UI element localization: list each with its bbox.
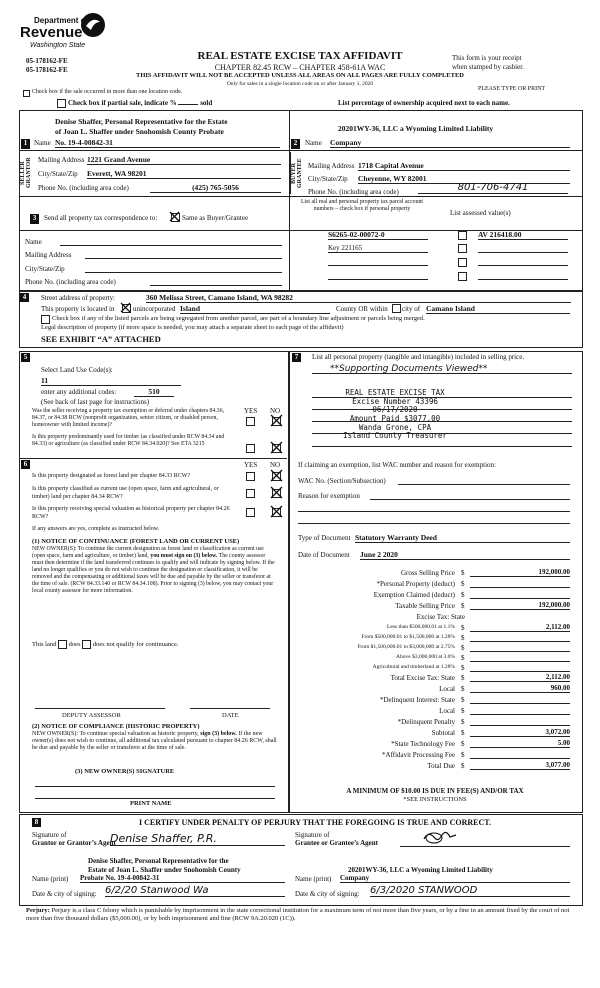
partial-percent-field[interactable] [178, 104, 198, 105]
notice2-title: (2) NOTICE OF COMPLIANCE (HISTORIC PROPERTY) [32, 723, 200, 730]
section-2-number: 2 [291, 139, 300, 149]
tax-label: *State Technology Fee [391, 740, 455, 748]
county-field[interactable]: Island [180, 304, 330, 314]
located-label: This property is located in [41, 305, 115, 313]
buyer-phone-label: Phone No. (including area code) [308, 188, 399, 196]
deputy-assessor-label: DEPUTY ASSESSOR [62, 712, 121, 719]
buyer-side-label: BUYER GRANTEE [290, 152, 305, 194]
receipt-number: Excise Number 43396 [352, 396, 438, 406]
tax-label: Exemption Claimed (deduct) [373, 591, 455, 599]
tax-value-field[interactable]: 192,000.00 [470, 568, 570, 577]
segregate-label: Check box if any of the listed parcels are being segregated from another parcel, are part of a boundary line adjustment or parcels being merged. [52, 315, 425, 322]
tax-label: Total Due [427, 762, 455, 770]
parcel-3-personal-checkbox[interactable] [458, 258, 467, 267]
corr-city-label: City/State/Zip [25, 265, 65, 273]
class-q1-yes[interactable] [246, 472, 255, 481]
class-q1: Is this property designated as forest land per chapter 84.33 RCW? [32, 473, 191, 479]
notice1-title: (1) NOTICE OF CONTINUANCE (FOREST LAND OR CURRENT USE) [32, 538, 240, 545]
dollar-sign: $ [461, 707, 465, 715]
multiple-location-checkbox[interactable] [23, 90, 30, 97]
dollar-sign: $ [461, 634, 465, 642]
city-of-label: city of [402, 305, 421, 313]
grantor-name-print-label: Name (print) [32, 875, 69, 883]
exemption-reason-field[interactable] [370, 499, 570, 500]
seller-name-label: Name [34, 139, 51, 147]
wac-field[interactable] [398, 484, 570, 485]
same-as-buyer-label: Same as Buyer/Grantee [182, 214, 249, 222]
land-use-q1: Was the seller receiving a property tax exemption or deferral under chapters 84.36, 84.37, or 84.38 RCW (nonprofit organization, senior citizen, or disabled person, homeowner with limited income)? [32, 408, 225, 429]
section-8-number: 8 [32, 818, 41, 827]
seller-city-field[interactable]: Everett, WA 98201 [87, 169, 281, 179]
grantor-date-city[interactable]: 6/2/20 Stanwood Wa [105, 885, 285, 897]
tax-value-field[interactable] [470, 663, 570, 672]
corr-name-field[interactable] [60, 245, 282, 246]
assessed-value-4[interactable] [478, 279, 568, 280]
land-use-q2-yes[interactable] [246, 444, 255, 453]
partial-sale-checkbox[interactable] [57, 99, 66, 108]
partial-sale-label-a: Check box if partial sale, indicate % [68, 99, 177, 107]
class-q3-yes[interactable] [246, 508, 255, 517]
parcel-2-personal-checkbox[interactable] [458, 244, 467, 253]
grantee-date-city-label: Date & city of signing: [295, 890, 360, 898]
same-as-buyer-check-icon [169, 211, 180, 222]
partial-sale-label-b: sold [200, 99, 213, 107]
land-use-code[interactable]: 11 [41, 376, 181, 386]
tax-label: Less than $500,000.01 at 1.1% [387, 624, 455, 630]
dollar-sign: $ [461, 740, 465, 748]
grantee-sig-label-a: Signature of [295, 831, 330, 839]
dollar-sign: $ [461, 729, 465, 737]
parcel-2[interactable]: Key 221165 [328, 244, 428, 253]
grantor-print-line3[interactable]: Probate No. 19-4-00842-31 [80, 874, 285, 883]
tax-value-field[interactable] [470, 717, 570, 726]
parcel-3[interactable] [328, 265, 428, 266]
tax-label: Taxable Selling Price [395, 602, 455, 610]
tax-value-field[interactable] [470, 579, 570, 588]
print-note: PLEASE TYPE OR PRINT [478, 86, 546, 92]
class-q2-yes[interactable] [246, 489, 255, 498]
grantee-name-print-label: Name (print) [295, 875, 332, 883]
ref-number-2: 05-178162-FE [26, 66, 68, 74]
seller-city-label: City/State/Zip [38, 170, 78, 178]
tax-label: *Delinquent Interest: State [379, 696, 455, 704]
notice2-b: sign (3) below. [200, 731, 237, 737]
new-owner-sig-line[interactable] [35, 786, 275, 787]
buyer-mailing-field[interactable]: 1718 Capital Avenue [358, 161, 570, 171]
ownership-note: List percentage of ownership acquired next to each name. [338, 99, 510, 107]
dollar-sign: $ [461, 762, 465, 770]
wac-label: WAC No. (Section/Subsection) [298, 477, 386, 485]
agency-line3: Washington State [30, 42, 86, 49]
corr-city-field[interactable] [85, 272, 282, 273]
buyer-city-field[interactable]: Cheyenne, WY 82001 [358, 174, 570, 184]
deputy-date-label: DATE [222, 712, 239, 719]
deputy-date-line[interactable] [190, 708, 270, 709]
assessed-value-3[interactable] [478, 265, 568, 266]
notice1-body [32, 546, 277, 595]
tax-value-field[interactable]: 2,112.00 [470, 673, 570, 682]
city-field[interactable]: Camano Island [426, 304, 570, 314]
form-title: REAL ESTATE EXCISE TAX AFFIDAVIT [197, 50, 403, 62]
receipt-amount: Amount Paid $3077.00 [349, 413, 441, 423]
buyer-name-line2[interactable]: Company [330, 138, 570, 148]
ref-number-1: 05-178162-FE [26, 57, 68, 65]
section-5-number: 5 [21, 353, 30, 362]
land-use-q1-yes[interactable] [246, 417, 255, 426]
land-qualify-b: does [68, 640, 81, 648]
segregate-checkbox[interactable] [41, 315, 50, 324]
tax-value-field[interactable]: 3,072.00 [470, 728, 570, 737]
dollar-sign: $ [461, 674, 465, 682]
parcel-4-personal-checkbox[interactable] [458, 272, 467, 281]
agency-line1: Department of [34, 16, 89, 25]
land-qualify-c: does not qualify for continuance. [92, 640, 179, 648]
land-does-checkbox[interactable] [58, 640, 67, 649]
grantor-date-city-label: Date & city of signing: [32, 890, 97, 898]
additional-codes-label: enter any additional codes: [41, 388, 117, 396]
form-subtitle: CHAPTER 82.45 RCW – CHAPTER 458-61A WAC [214, 63, 386, 72]
legal-label: Legal description of property (if more space is needed, you may attach a separate sheet to each page of the affidavit) [41, 324, 344, 331]
parcel-header: List all real and personal property tax parcel account numbers – check box if personal property [300, 199, 423, 212]
dollar-sign: $ [461, 644, 465, 652]
grantor-sig-label-a: Signature of [32, 831, 67, 839]
tax-label: From $500,000.01 to $1,500,000 at 1.28% [361, 634, 455, 640]
agency-line2: Revenue [20, 24, 83, 41]
grantee-signature[interactable] [420, 829, 460, 845]
tax-label: *Delinquent Penalty [397, 718, 455, 726]
dollar-sign: $ [461, 602, 465, 610]
tax-value-field[interactable] [470, 633, 570, 642]
grantor-sig-label-b: Grantor or Grantor’s Agent [32, 839, 116, 847]
section-1-number: 1 [21, 139, 30, 149]
unincorporated-check-icon [120, 302, 131, 313]
grantee-date-city[interactable]: 6/3/2020 STANWOOD [370, 885, 570, 897]
tax-label: Local [439, 685, 455, 693]
buyer-mailing-label: Mailing Address [308, 162, 355, 170]
tax-value-field[interactable]: 192,000.00 [470, 601, 570, 610]
tax-value-field[interactable] [470, 643, 570, 652]
seller-side-label: SELLER GRANTOR [19, 152, 34, 194]
see-instructions: *SEE INSTRUCTIONS [403, 796, 467, 803]
land-use-q1-no-check-icon [270, 414, 283, 427]
print-name-line[interactable] [35, 798, 275, 799]
buyer-name-line1: 20201WY-36, LLC a Wyoming Limited Liability [338, 124, 494, 133]
tax-value-field[interactable] [470, 695, 570, 704]
print-name-label: PRINT NAME [130, 800, 172, 807]
land-qualify-line [32, 640, 179, 649]
corr-mailing-label: Mailing Address [25, 251, 72, 259]
see-back-label: (See back of last page for instructions) [41, 398, 150, 406]
grantor-print-line1: Denise Shaffer, Personal Representative for the [88, 857, 229, 865]
certify-statement: I CERTIFY UNDER PENALTY OF PERJURY THAT THE FOREGOING IS TRUE AND CORRECT. [138, 818, 491, 827]
partial-sale-label [68, 99, 212, 107]
new-owner-sig-label: (3) NEW OWNER(S) SIGNATURE [75, 768, 175, 775]
exemption-reason-label: Reason for exemption [298, 492, 360, 500]
tax-value-field[interactable] [470, 706, 570, 715]
grantee-print-line2[interactable]: Company [340, 874, 570, 883]
tax-label: Agricultural and timberland at 1.28% [372, 664, 455, 670]
grantor-print-line2: Estate of Joan L. Shaffer under Snohomish County [88, 866, 241, 874]
parcel-1[interactable]: S6265-02-00072-0 [328, 230, 428, 240]
notice2-c: If the new owner(s) does not wish to continue, all additional tax calculated pursuant to chapter 84.26 RCW, shall be due and payable by the seller or transferor at the time of sale. [32, 731, 277, 752]
doc-type-field[interactable]: Statutory Warranty Deed [355, 533, 570, 543]
dollar-sign: $ [461, 664, 465, 672]
grantor-signature[interactable]: Denise Shaffer, P.R. [110, 832, 285, 846]
receipt-name: Wanda Grone, CPA [358, 422, 432, 432]
seller-mailing-field[interactable]: 1221 Grand Avenue [87, 155, 281, 165]
form-warning: THIS AFFIDAVIT WILL NOT BE ACCEPTED UNLESS ALL AREAS ON ALL PAGES ARE FULLY COMPLETED [136, 72, 464, 79]
notice1-c: The county assessor must then determine if the land transferred continues to qualify and will indicate by signing below. If the land no longer qualifies or you do not wish to continue the designation or classification, it will be removed and the compensating or additional taxes will be due and payable by the seller or transferor at the time of sale. (RCW 84.33.140 or RCW 84.34.108). Prior to signing (3) below, you may contact your local county assessor for more information. [32, 552, 275, 594]
unincorporated-label: unincorporated [133, 305, 176, 313]
perjury-text: Perjury is a class C felony which is punishable by imprisonment in the state correctional institution for a maximum term of not more than five years, or by a fine in an amount fixed by the court of not more than five thousand dollars ($5,000.00), or by both imprisonment and fine (RCW 9A.20.020 (1C)). [26, 907, 570, 923]
land-does-not-checkbox[interactable] [82, 640, 91, 649]
receipt-note-2: when stamped by cashier. [452, 63, 524, 71]
section-4-number: 4 [20, 293, 29, 302]
land-qualify-a: This land [32, 640, 57, 648]
buyer-phone-field[interactable]: 801-706-4741 [418, 182, 568, 194]
tax-label: Total Excise Tax: State [390, 674, 455, 682]
notice1-b: you must sign on (3) below. [150, 552, 218, 559]
corr-phone-field[interactable] [150, 285, 282, 286]
assessed-header: List assessed value(s) [450, 209, 511, 217]
excise-state-label: Excise Tax: State [416, 613, 465, 621]
correspondence-label: Send all property tax correspondence to: [44, 214, 158, 222]
grantee-sig-label-b: Grantee or Grantee’s Agent [295, 839, 379, 847]
dollar-sign: $ [461, 591, 465, 599]
doc-date-label: Date of Document [298, 551, 350, 559]
dollar-sign: $ [461, 718, 465, 726]
legal-exhibit: SEE EXHIBIT “A” ATTACHED [41, 334, 161, 344]
seller-name-line1: Denise Shaffer, Personal Representative for the Estate [55, 117, 228, 126]
tax-value-field[interactable]: 5.00 [470, 739, 570, 748]
tax-label: Gross Selling Price [400, 569, 455, 577]
tax-value-field[interactable] [470, 750, 570, 759]
receipt-office: Island County Treasurer [343, 431, 447, 441]
class-no-header: NO [270, 461, 281, 469]
parcel-4[interactable] [328, 279, 428, 280]
receipt-date: 06/17/2020 [372, 405, 418, 415]
dollar-sign: $ [461, 685, 465, 693]
seller-name-line3[interactable]: No. 19-4-00842-31 [55, 138, 280, 148]
perjury-label: Perjury: [26, 907, 50, 914]
corr-name-label: Name [25, 238, 42, 246]
notice1-a: NEW OWNER(S): To continue the current designation as forest land or classification as current use (open space, farm and agriculture, or timber) land, [32, 546, 264, 559]
class-q3: Is this property receiving special valuation as historical property per chapter 84.26 RCW? [32, 506, 230, 520]
dollar-sign: $ [461, 696, 465, 704]
assessed-value-1[interactable]: AV 216418.00 [478, 230, 568, 240]
corr-phone-label: Phone No. (including area code) [25, 278, 116, 286]
section-7-number: 7 [292, 353, 301, 362]
doc-type-label: Type of Document [298, 534, 351, 542]
minimum-note: A MINIMUM OF $10.00 IS DUE IN FEE(S) AND/OR TAX [346, 787, 524, 795]
class-q2: Is this property classified as current use (open space, farm and agricultural, or timber) land per chapter 84.34 RCW? [32, 486, 219, 500]
county-label: County OR within [336, 305, 388, 313]
tax-label: *Affidavit Processing Fee [382, 751, 455, 759]
dollar-sign: $ [461, 654, 465, 662]
tax-label: *Personal Property (deduct) [376, 580, 455, 588]
doc-date-field[interactable]: June 2 2020 [360, 550, 570, 560]
supporting-docs-stamp: **Supporting Documents Viewed** [330, 364, 488, 374]
buyer-name-label: Name [305, 139, 322, 147]
additional-codes[interactable]: 510 [134, 387, 174, 397]
tax-value-field[interactable] [470, 653, 570, 662]
section-3-number: 3 [30, 214, 39, 224]
tax-label: From $1,500,000.01 to $3,000,000 at 2.75% [357, 644, 455, 650]
multiple-location-label: Check box if the sale occurred in more than one location code. [32, 89, 183, 95]
buyer-city-label: City/State/Zip [308, 175, 348, 183]
tax-label: Subtotal [431, 729, 455, 737]
city-of-checkbox[interactable] [392, 304, 401, 313]
parcel-1-personal-checkbox[interactable] [458, 231, 467, 240]
class-q1-no-check-icon [270, 469, 283, 482]
grantee-print-line1: 20201WY-36, LLC a Wyoming Limited Liability [348, 866, 493, 874]
tax-value-field[interactable]: 3,077.00 [470, 761, 570, 770]
tax-value-field[interactable] [470, 590, 570, 599]
seller-name-line2: of Joan L. Shaffer under Snohomish County Probate [55, 127, 224, 136]
receipt-title: REAL ESTATE EXCISE TAX [345, 388, 445, 397]
seller-phone-field[interactable]: (425) 765-5056 [150, 183, 281, 193]
corr-mailing-field[interactable] [85, 258, 282, 259]
dollar-sign: $ [461, 624, 465, 632]
dollar-sign: $ [461, 569, 465, 577]
street-label: Street address of property: [41, 294, 116, 302]
land-use-yes-header: YES [244, 407, 258, 415]
deputy-assessor-line[interactable] [35, 708, 165, 709]
land-use-q2-no-check-icon [270, 441, 283, 454]
form-note: Only for sales in a single location code on or after January 1, 2020 [226, 81, 374, 87]
dor-logo [20, 12, 110, 52]
land-use-label: Select Land Use Code(s): [41, 366, 113, 374]
receipt-note-1: This form is your receipt [452, 54, 522, 62]
exemption-label: If claiming an exemption, list WAC number and reason for exemption: [298, 461, 496, 469]
perjury-notice [26, 907, 578, 923]
class-yes-header: YES [244, 461, 258, 469]
notice2-a: NEW OWNER(S): To continue special valuation as historic property, [32, 731, 199, 737]
seller-mailing-label: Mailing Address [38, 156, 85, 164]
tax-value-field[interactable]: 2,112.00 [470, 623, 570, 632]
tax-label: Above $3,000,000 at 3.0% [396, 654, 455, 660]
land-use-q2: Is this property predominantly used for timber (as classified under RCW 84.34 and 84.33) or agriculture (as classified under RCW 84.34.020)? See ETA 3215 [32, 434, 225, 448]
section-6-number: 6 [21, 460, 30, 469]
street-field[interactable]: 360 Melissa Street, Camano Island, WA 98282 [146, 293, 571, 303]
tax-value-field[interactable]: 960.00 [470, 684, 570, 693]
dollar-sign: $ [461, 580, 465, 588]
class-q2-no-check-icon [270, 486, 283, 499]
class-q3-no-check-icon [270, 505, 283, 518]
class-if-yes: If any answers are yes, complete as instructed below. [32, 526, 160, 532]
personal-property-label: List all personal property (tangible and intangible) included in selling price. [312, 353, 525, 361]
tax-label: Local [439, 707, 455, 715]
dollar-sign: $ [461, 751, 465, 759]
grantee-signature-line [400, 846, 570, 847]
land-use-no-header: NO [270, 407, 281, 415]
seller-phone-label: Phone No. (including area code) [38, 184, 129, 192]
notice2-body [32, 731, 277, 753]
assessed-value-2[interactable] [478, 252, 568, 253]
